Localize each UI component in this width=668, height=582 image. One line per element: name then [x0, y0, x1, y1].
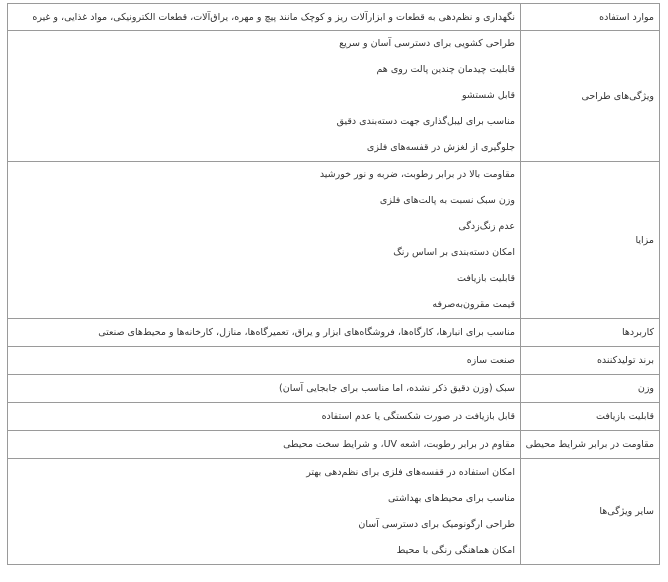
- row-value-design-features: [8, 31, 521, 162]
- list-item: قیمت مقرون‌به‌صرفه: [432, 299, 515, 310]
- list-item: طراحی کشویی برای دسترسی آسان و سریع: [339, 38, 515, 49]
- row-label-environmental-resistance: مقاومت در برابر شرایط محیطی: [521, 431, 660, 459]
- row-value-recyclability: [8, 403, 521, 431]
- list-item: مناسب برای انبارها، کارگاه‌ها، فروشگاه‌های ابزار و یراق، تعمیرگاه‌ها، منازل، کارخانه‌ها و محیط‌های صنعتی: [98, 327, 515, 338]
- row-label-design-features: ویژگی‌های طراحی: [521, 31, 660, 162]
- table-row: [8, 319, 660, 347]
- table-row: [8, 375, 660, 403]
- list-item: جلوگیری از لغزش در قفسه‌های فلزی: [366, 142, 515, 153]
- list-item: قابل بازیافت در صورت شکستگی یا عدم استفاده: [321, 411, 515, 422]
- table-row: [8, 31, 660, 162]
- row-label-applications: کاربردها: [521, 319, 660, 347]
- row-value-manufacturer: [8, 347, 521, 375]
- table-row: [8, 347, 660, 375]
- list-item: مناسب برای لیبل‌گذاری جهت دسته‌بندی دقیق: [336, 116, 515, 127]
- table-row: [8, 162, 660, 319]
- row-value-other-features: [8, 459, 521, 565]
- list-item: عدم زنگ‌زدگی: [458, 221, 515, 232]
- list-item: قابلیت چیدمان چندین پالت روی هم: [376, 64, 515, 75]
- list-item: مقاوم در برابر رطوبت، اشعه UV، و شرایط سخت محیطی: [283, 439, 515, 450]
- list-item: مقاومت بالا در برابر رطوبت، ضربه و نور خورشید: [319, 169, 515, 180]
- spec-table-wrapper: [7, 3, 660, 565]
- list-item: امکان استفاده در قفسه‌های فلزی برای نظم‌دهی بهتر: [306, 466, 515, 478]
- row-label-manufacturer: برند تولیدکننده: [521, 347, 660, 375]
- row-value-usage: [8, 4, 521, 31]
- row-label-recyclability: قابلیت بازیافت: [521, 403, 660, 431]
- row-value-applications: [8, 319, 521, 347]
- row-label-other-features: سایر ویژگی‌ها: [521, 459, 660, 565]
- list-item: نگهداری و نظم‌دهی به قطعات و ابزارآلات ریز و کوچک مانند پیچ و مهره، یراق‌آلات، قطعات الکترونیکی، مواد غذایی، و غیره: [32, 11, 515, 23]
- list-item: سبک (وزن دقیق ذکر نشده، اما مناسب برای جابجایی آسان): [279, 383, 515, 394]
- table-row: [8, 403, 660, 431]
- table-row: [8, 431, 660, 459]
- list-item: قابلیت بازیافت: [457, 273, 515, 284]
- list-item: امکان دسته‌بندی بر اساس رنگ: [393, 247, 515, 258]
- list-item: وزن سبک نسبت به پالت‌های فلزی: [379, 195, 515, 206]
- row-label-weight: وزن: [521, 375, 660, 403]
- list-item: مناسب برای محیط‌های بهداشتی: [388, 492, 515, 504]
- list-item: صنعت سازه: [466, 355, 515, 366]
- row-value-advantages: [8, 162, 521, 319]
- list-item: طراحی ارگونومیک برای دسترسی آسان: [358, 518, 515, 530]
- row-label-usage: موارد استفاده: [521, 4, 660, 31]
- table-row: [8, 4, 660, 31]
- row-value-environmental-resistance: [8, 431, 521, 459]
- row-value-weight: [8, 375, 521, 403]
- table-row: [8, 459, 660, 565]
- spec-table: [7, 3, 660, 565]
- list-item: قابل شستشو: [462, 90, 515, 101]
- list-item: امکان هماهنگی رنگی با محیط: [396, 544, 515, 556]
- row-label-advantages: مزایا: [521, 162, 660, 319]
